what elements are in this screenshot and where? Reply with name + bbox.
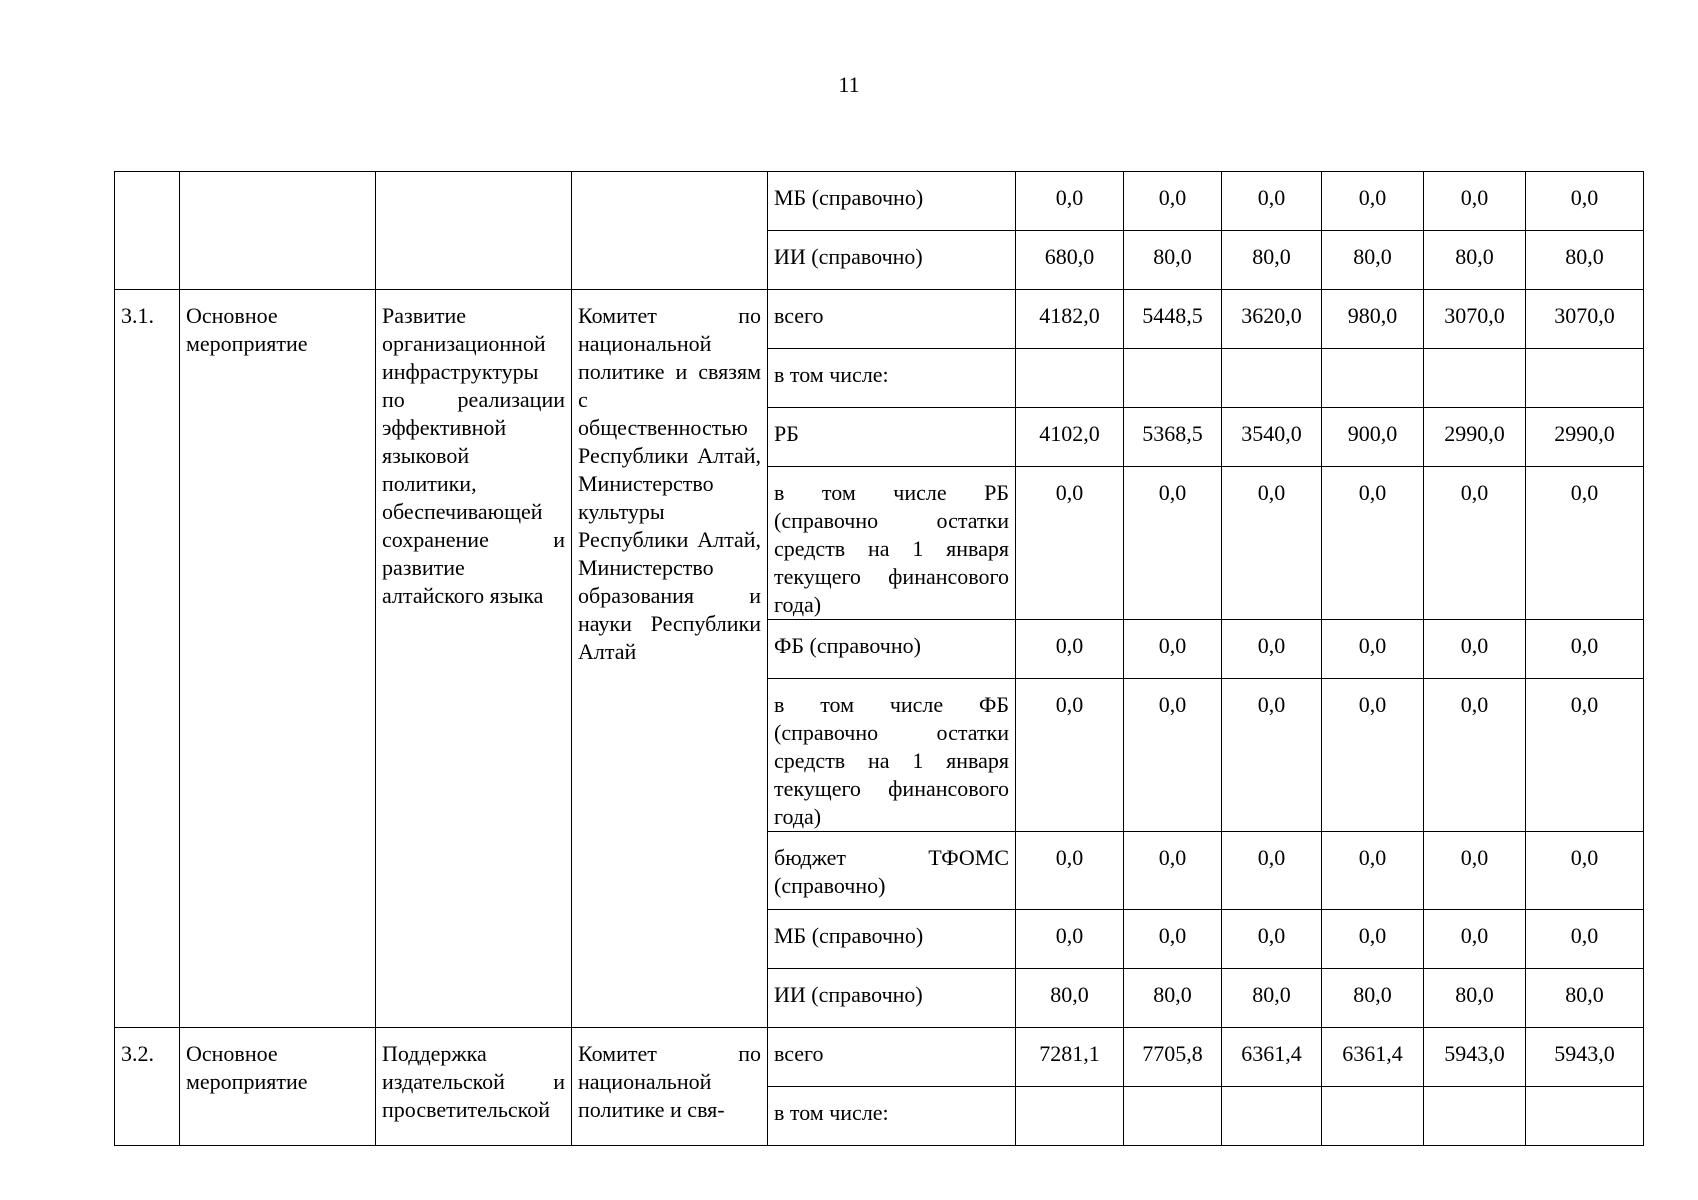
source-cell: в том числе:: [768, 1087, 1016, 1146]
value-cell: 6361,4: [1222, 1028, 1322, 1087]
value-cell: 0,0: [1124, 832, 1222, 910]
value-cell: 0,0: [1016, 679, 1124, 832]
source-cell: РБ: [768, 408, 1016, 467]
value-cell: 80,0: [1526, 969, 1644, 1028]
value-cell: 0,0: [1322, 910, 1424, 969]
value-cell: 5943,0: [1526, 1028, 1644, 1087]
value-cell: 80,0: [1322, 231, 1424, 290]
source-cell: в том числе:: [768, 349, 1016, 408]
value-cell: [1016, 349, 1124, 408]
value-cell: 0,0: [1222, 467, 1322, 620]
value-cell: 80,0: [1424, 231, 1526, 290]
budget-table: [114, 171, 1644, 1146]
value-cell: 80,0: [1424, 969, 1526, 1028]
table-row: [115, 1028, 1644, 1087]
item-number: 3.2.: [115, 1028, 180, 1146]
value-cell: [1322, 349, 1424, 408]
value-cell: [1222, 1087, 1322, 1146]
source-cell: МБ (справочно): [768, 172, 1016, 231]
value-cell: 0,0: [1322, 620, 1424, 679]
empty-cell: [115, 172, 180, 290]
source-cell: в том числе РБ (справочно остатки средств на 1 января текущего финансового года): [768, 467, 1016, 620]
value-cell: [1526, 1087, 1644, 1146]
value-cell: 3070,0: [1424, 290, 1526, 349]
value-cell: [1424, 349, 1526, 408]
value-cell: 0,0: [1124, 679, 1222, 832]
empty-cell: [572, 172, 768, 290]
value-cell: 0,0: [1322, 467, 1424, 620]
value-cell: 0,0: [1424, 467, 1526, 620]
value-cell: 0,0: [1222, 620, 1322, 679]
value-cell: 0,0: [1526, 679, 1644, 832]
source-cell: бюджет ТФОМС (справочно): [768, 832, 1016, 910]
value-cell: 0,0: [1424, 620, 1526, 679]
value-cell: 80,0: [1526, 231, 1644, 290]
item-executor: Комитет по национальной политике и свя-: [572, 1028, 768, 1146]
value-cell: 0,0: [1016, 910, 1124, 969]
page-number: 11: [838, 72, 860, 97]
value-cell: 0,0: [1526, 467, 1644, 620]
value-cell: 0,0: [1124, 172, 1222, 231]
value-cell: 0,0: [1424, 172, 1526, 231]
value-cell: 0,0: [1526, 832, 1644, 910]
value-cell: 0,0: [1322, 832, 1424, 910]
source-cell: в том числе ФБ (справочно остатки средств на 1 января текущего финансового года): [768, 679, 1016, 832]
item-type: Основное мероприятие: [180, 1028, 376, 1146]
value-cell: [1016, 1087, 1124, 1146]
source-cell: всего: [768, 1028, 1016, 1087]
value-cell: 0,0: [1016, 467, 1124, 620]
value-cell: 4102,0: [1016, 408, 1124, 467]
source-cell: МБ (справочно): [768, 910, 1016, 969]
value-cell: 5368,5: [1124, 408, 1222, 467]
value-cell: 5943,0: [1424, 1028, 1526, 1087]
value-cell: 6361,4: [1322, 1028, 1424, 1087]
value-cell: 0,0: [1322, 679, 1424, 832]
value-cell: 0,0: [1424, 910, 1526, 969]
value-cell: 80,0: [1016, 969, 1124, 1028]
empty-cell: [376, 172, 572, 290]
value-cell: 0,0: [1322, 172, 1424, 231]
value-cell: 7281,1: [1016, 1028, 1124, 1087]
source-cell: ФБ (справочно): [768, 620, 1016, 679]
value-cell: 0,0: [1526, 910, 1644, 969]
item-number: 3.1.: [115, 290, 180, 1028]
value-cell: 0,0: [1124, 620, 1222, 679]
value-cell: 0,0: [1016, 620, 1124, 679]
value-cell: 2990,0: [1424, 408, 1526, 467]
source-cell: всего: [768, 290, 1016, 349]
value-cell: [1424, 1087, 1526, 1146]
value-cell: 80,0: [1124, 231, 1222, 290]
value-cell: 0,0: [1424, 679, 1526, 832]
value-cell: 900,0: [1322, 408, 1424, 467]
value-cell: 0,0: [1526, 172, 1644, 231]
value-cell: 80,0: [1222, 231, 1322, 290]
value-cell: 80,0: [1322, 969, 1424, 1028]
value-cell: 680,0: [1016, 231, 1124, 290]
value-cell: [1526, 349, 1644, 408]
value-cell: 0,0: [1222, 172, 1322, 231]
table-row: [115, 290, 1644, 349]
value-cell: 3620,0: [1222, 290, 1322, 349]
value-cell: 0,0: [1016, 832, 1124, 910]
value-cell: 0,0: [1222, 679, 1322, 832]
value-cell: [1322, 1087, 1424, 1146]
value-cell: 2990,0: [1526, 408, 1644, 467]
value-cell: 0,0: [1526, 620, 1644, 679]
item-name: Развитие организационной инфраструктуры по реализации эффективной языковой политики, обеспечивающей сохранение и развитие алтайского языка: [376, 290, 572, 1028]
value-cell: 80,0: [1222, 969, 1322, 1028]
value-cell: 0,0: [1424, 832, 1526, 910]
empty-cell: [180, 172, 376, 290]
value-cell: [1124, 349, 1222, 408]
value-cell: 0,0: [1124, 910, 1222, 969]
value-cell: 7705,8: [1124, 1028, 1222, 1087]
value-cell: [1222, 349, 1322, 408]
value-cell: 3070,0: [1526, 290, 1644, 349]
value-cell: 0,0: [1222, 832, 1322, 910]
table-row: [115, 172, 1644, 231]
item-type: Основное мероприятие: [180, 290, 376, 1028]
item-executor: Комитет по национальной политике и связям с общественностью Республики Алтай, Министерство культуры Республики Алтай, Министерство образования и науки Республики Алтай: [572, 290, 768, 1028]
value-cell: 4182,0: [1016, 290, 1124, 349]
value-cell: 5448,5: [1124, 290, 1222, 349]
source-cell: ИИ (справочно): [768, 969, 1016, 1028]
value-cell: 0,0: [1222, 910, 1322, 969]
value-cell: 3540,0: [1222, 408, 1322, 467]
source-cell: ИИ (справочно): [768, 231, 1016, 290]
value-cell: 980,0: [1322, 290, 1424, 349]
value-cell: 80,0: [1124, 969, 1222, 1028]
value-cell: 0,0: [1016, 172, 1124, 231]
item-name: Поддержка издательской и просветительской: [376, 1028, 572, 1146]
value-cell: 0,0: [1124, 467, 1222, 620]
value-cell: [1124, 1087, 1222, 1146]
